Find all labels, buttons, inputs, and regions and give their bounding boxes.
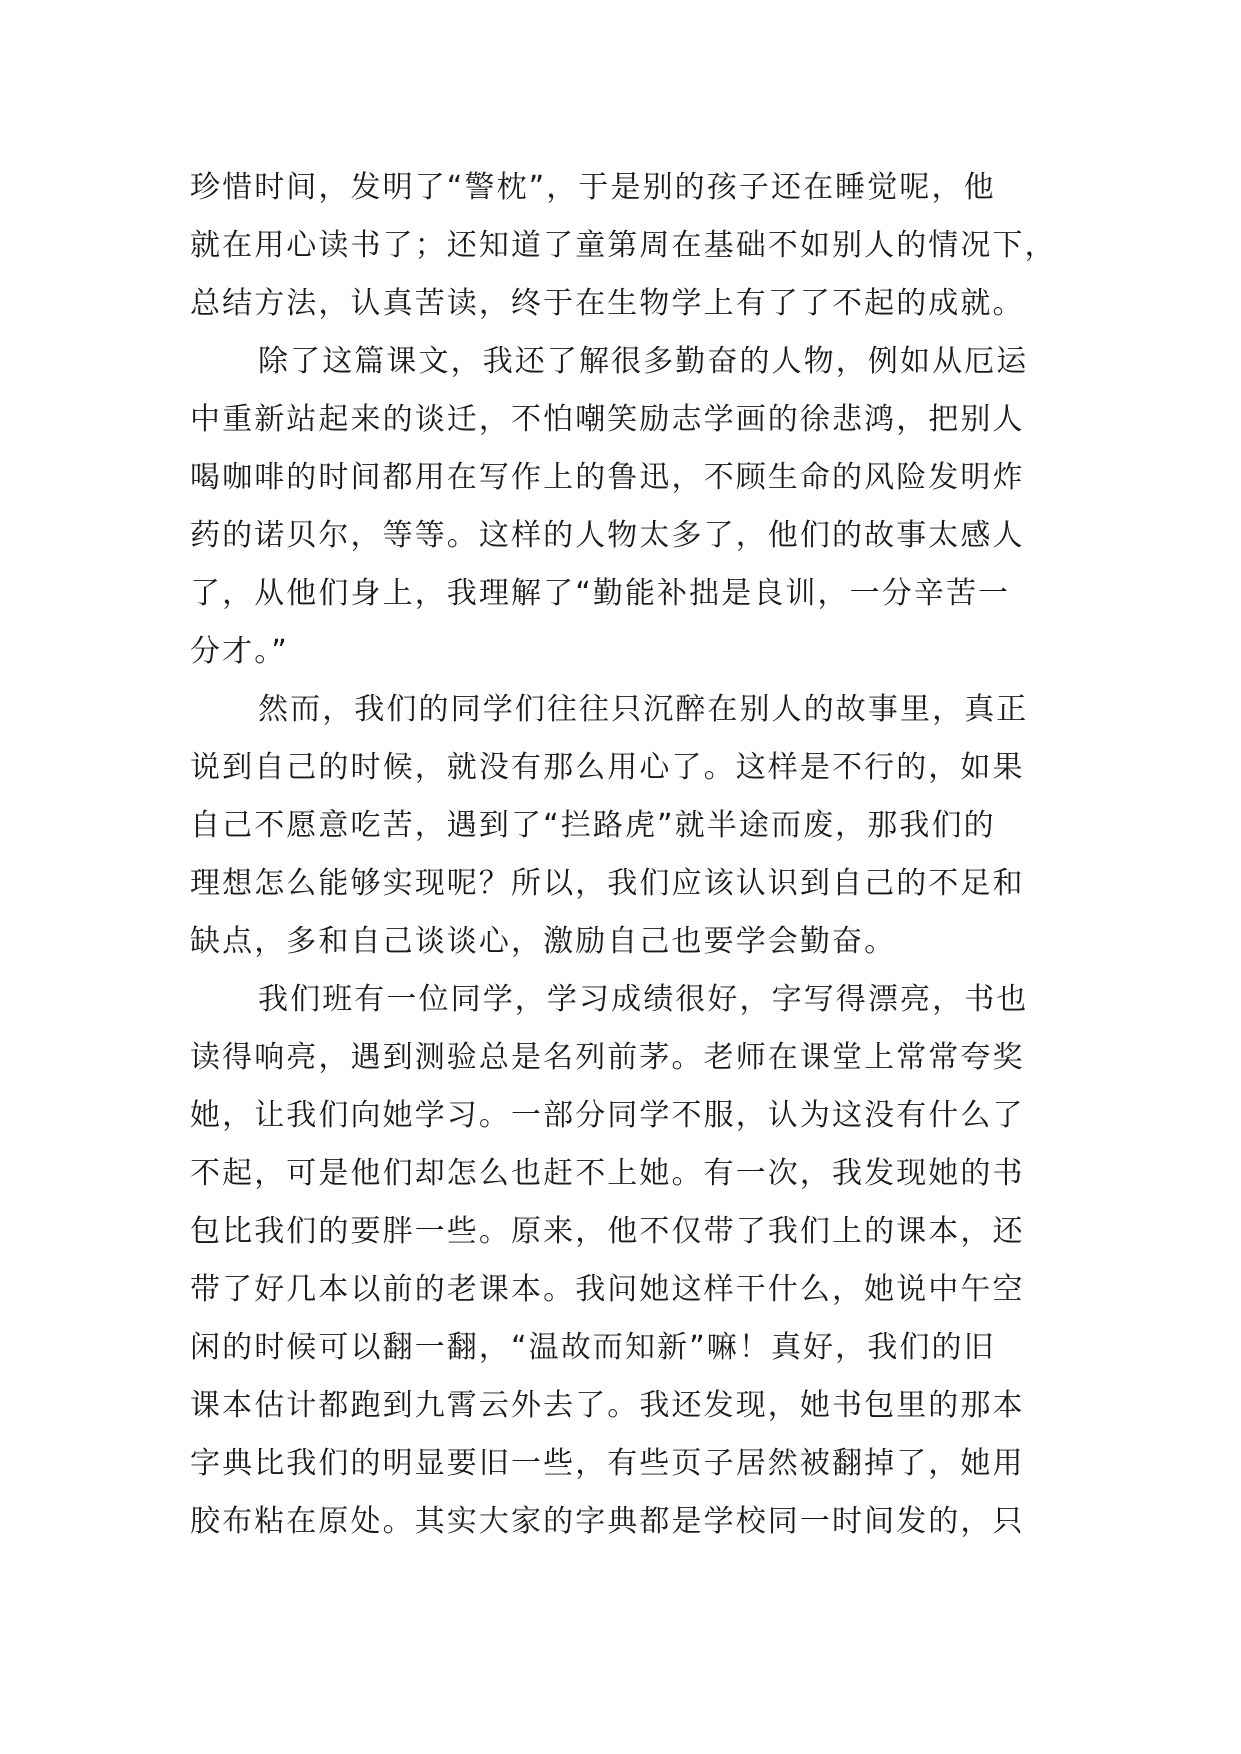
text-line: 了，从他们身上，我理解了“勤能补拙是良训，一分辛苦一 bbox=[190, 576, 1011, 611]
text-line: 带了好几本以前的老课本。我问她这样干什么，她说中午空 bbox=[190, 1272, 1025, 1307]
text-line: 珍惜时间，发明了“警枕”，于是别的孩子还在睡觉呢，他 bbox=[190, 170, 996, 205]
text-line: 闲的时候可以翻一翻，“温故而知新”嘛！真好，我们的旧 bbox=[190, 1330, 996, 1365]
text-line: 分才。” bbox=[190, 634, 289, 669]
text-line: 胶布粘在原处。其实大家的字典都是学校同一时间发的，只 bbox=[190, 1504, 1025, 1539]
paragraph-start-line: 除了这篇课文，我还了解很多勤奋的人物，例如从厄运 bbox=[258, 344, 1029, 379]
text-line: 总结方法，认真苦读，终于在生物学上有了了不起的成就。 bbox=[190, 286, 1025, 321]
text-line: 不起，可是他们却怎么也赶不上她。有一次，我发现她的书 bbox=[190, 1156, 1025, 1191]
text-line: 读得响亮，遇到测验总是名列前茅。老师在课堂上常常夸奖 bbox=[190, 1040, 1025, 1075]
paragraph-start-line: 然而，我们的同学们往往只沉醉在别人的故事里，真正 bbox=[258, 692, 1029, 727]
essay-body bbox=[190, 159, 1090, 1551]
text-line: 包比我们的要胖一些。原来，他不仅带了我们上的课本，还 bbox=[190, 1214, 1025, 1249]
text-line: 就在用心读书了；还知道了童第周在基础不如别人的情况下， bbox=[190, 228, 1057, 263]
paragraph-start-line: 我们班有一位同学，学习成绩很好，字写得漂亮，书也 bbox=[258, 982, 1029, 1017]
text-line: 课本估计都跑到九霄云外去了。我还发现，她书包里的那本 bbox=[190, 1388, 1025, 1423]
text-line: 中重新站起来的谈迁，不怕嘲笑励志学画的徐悲鸿，把别人 bbox=[190, 402, 1025, 437]
text-line: 字典比我们的明显要旧一些，有些页子居然被翻掉了，她用 bbox=[190, 1446, 1025, 1481]
text-line: 自己不愿意吃苦，遇到了“拦路虎”就半途而废，那我们的 bbox=[190, 808, 996, 843]
text-line: 喝咖啡的时间都用在写作上的鲁迅，不顾生命的风险发明炸 bbox=[190, 460, 1025, 495]
text-line: 说到自己的时候，就没有那么用心了。这样是不行的，如果 bbox=[190, 750, 1025, 785]
text-line: 缺点，多和自己谈谈心，激励自己也要学会勤奋。 bbox=[190, 924, 897, 959]
text-line: 药的诺贝尔，等等。这样的人物太多了，他们的故事太感人 bbox=[190, 518, 1025, 553]
text-line: 她，让我们向她学习。一部分同学不服，认为这没有什么了 bbox=[190, 1098, 1025, 1133]
text-line: 理想怎么能够实现呢？所以，我们应该认识到自己的不足和 bbox=[190, 866, 1025, 901]
